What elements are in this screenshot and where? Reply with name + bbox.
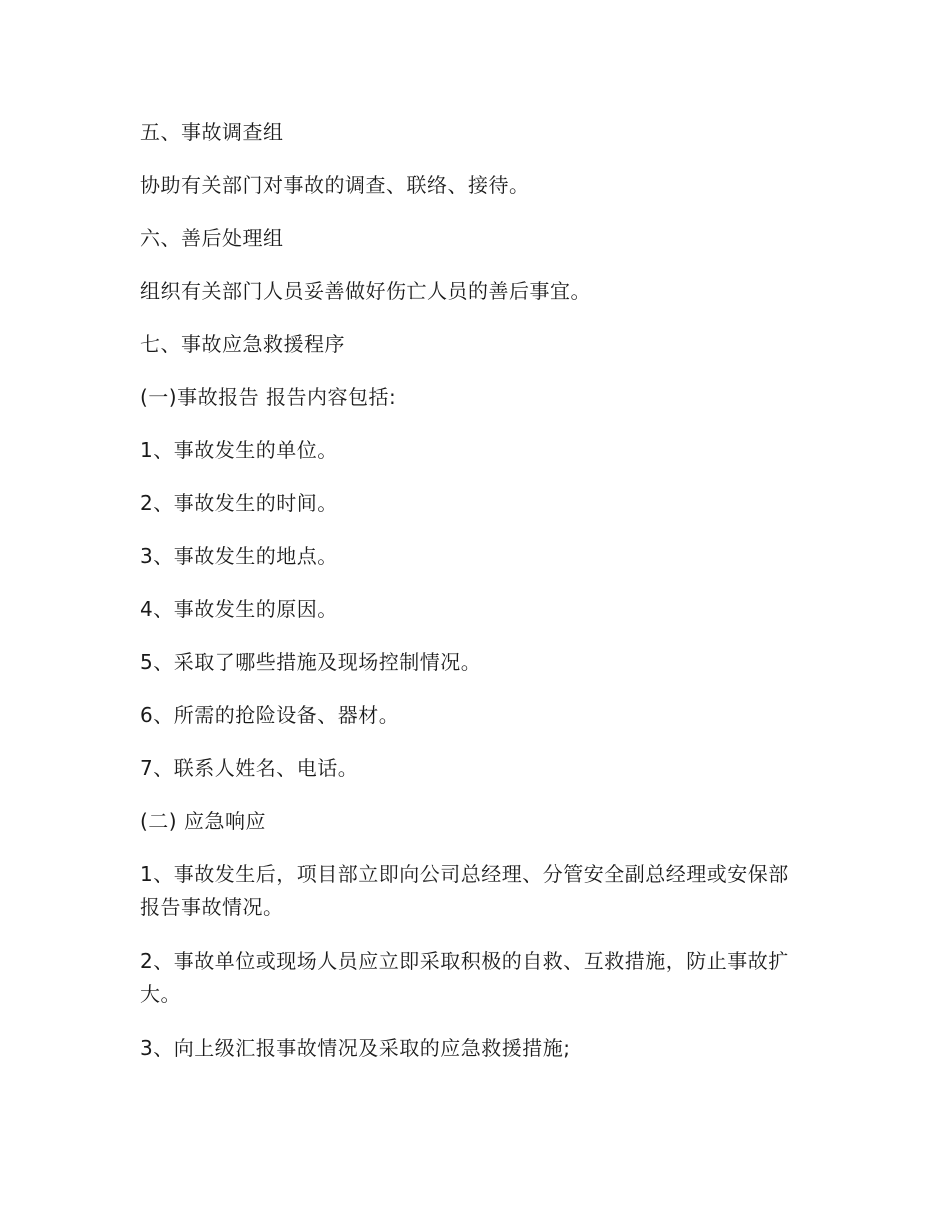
list-item: 2、事故发生的时间。 <box>140 491 338 515</box>
paragraph: 协助有关部门对事故的调查、联络、接待。 <box>140 173 530 197</box>
list-item: 6、所需的抢险设备、器材。 <box>140 703 400 727</box>
list-item: 3、事故发生的地点。 <box>140 544 338 568</box>
paragraph: 组织有关部门人员妥善做好伤亡人员的善后事宜。 <box>140 279 591 303</box>
list-item: 5、采取了哪些措施及现场控制情况。 <box>140 650 482 674</box>
list-item: 1、事故发生的单位。 <box>140 438 338 462</box>
list-item: 2、事故单位或现场人员应立即采取积极的自救、互救措施，防止事故扩大。 <box>140 949 789 1006</box>
list-item: 7、联系人姓名、电话。 <box>140 756 359 780</box>
section-heading-rescue-procedure: 七、事故应急救援程序 <box>140 332 345 356</box>
section-heading-investigation: 五、事故调查组 <box>140 120 284 144</box>
list-item: 1、事故发生后，项目部立即向公司总经理、分管安全副总经理或安保部报告事故情况。 <box>140 862 789 919</box>
list-item: 4、事故发生的原因。 <box>140 597 338 621</box>
subsection-heading-report: (一)事故报告 报告内容包括: <box>140 385 397 409</box>
subsection-heading-response: (二) 应急响应 <box>140 809 266 833</box>
document-body <box>140 116 800 1085</box>
list-item: 3、向上级汇报事故情况及采取的应急救援措施; <box>140 1036 571 1060</box>
section-heading-aftermath: 六、善后处理组 <box>140 226 284 250</box>
